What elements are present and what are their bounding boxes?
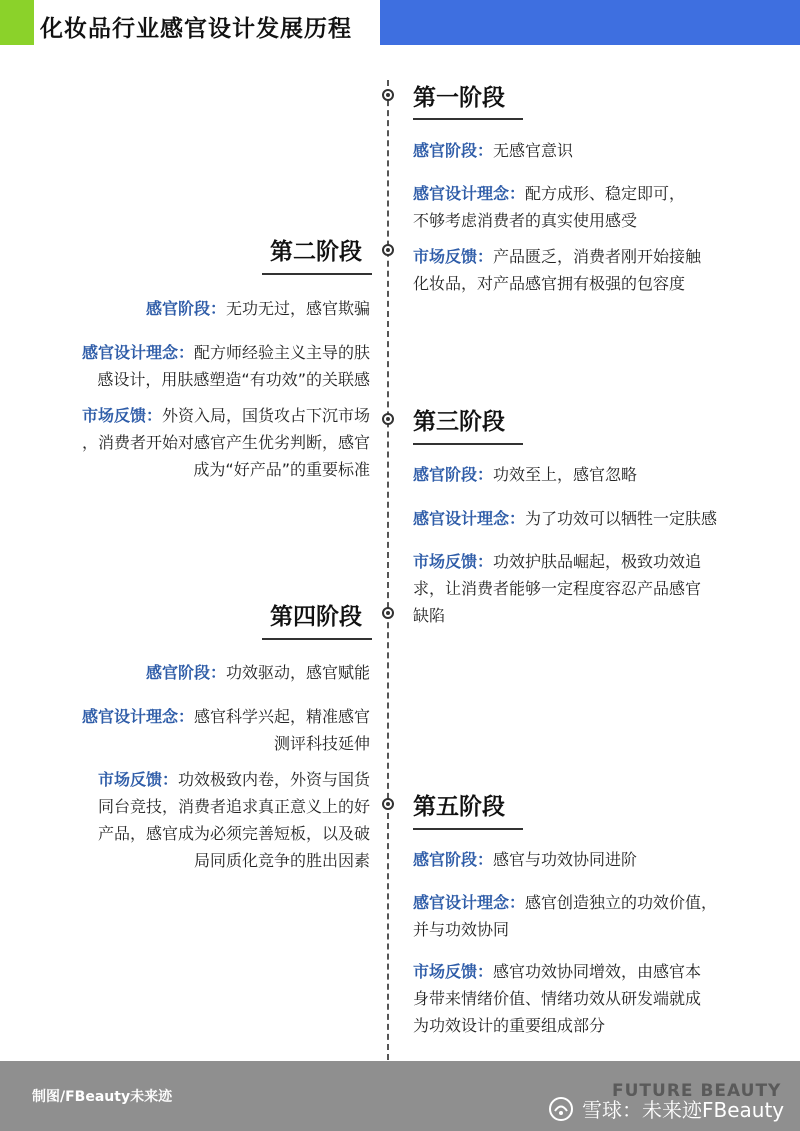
page-title: 化妆品行业感官设计发展历程 xyxy=(40,16,352,42)
timeline-line xyxy=(387,80,389,1060)
stage-1-sensory-stage: 感官阶段：无感官意识 xyxy=(413,141,574,160)
stage-1-underline xyxy=(413,118,523,120)
stage-1-design-concept: 感官设计理念：配方成形、稳定即可， 不够考虑消费者的真实使用感受 xyxy=(413,184,686,230)
stage-2-design-concept: 感官设计理念：配方师经验主义主导的肤 感设计，用肤感塑造“有功效”的关联感 xyxy=(81,343,370,389)
timeline-node-3 xyxy=(382,413,394,425)
stage-4-design-concept: 感官设计理念：感官科学兴起，精准感官 测评科技延伸 xyxy=(81,707,370,753)
stage-3-design-concept: 感官设计理念：为了功效可以牺牲一定肤感 xyxy=(413,509,718,528)
footer-credit: 制图/FBeauty未来迹 xyxy=(32,1089,173,1105)
timeline-node-1 xyxy=(382,89,394,101)
header-bar xyxy=(0,0,800,45)
stage-5-underline xyxy=(413,828,523,830)
stage-5-title: 第五阶段 xyxy=(413,793,505,820)
stage-2-title: 第二阶段 xyxy=(270,238,362,265)
snowball-logo-icon xyxy=(548,1096,574,1122)
stage-5-design-concept: 感官设计理念：感官创造独立的功效价值， 并与功效协同 xyxy=(413,893,718,939)
header-accent-green xyxy=(0,0,34,45)
stage-3-title: 第三阶段 xyxy=(413,408,505,435)
stage-3-underline xyxy=(413,443,523,445)
footer-bar xyxy=(0,1061,800,1131)
stage-5-sensory-stage: 感官阶段：感官与功效协同进阶 xyxy=(413,850,638,869)
stage-2-sensory-stage: 感官阶段：无功无过，感官欺骗 xyxy=(145,299,370,318)
watermark xyxy=(548,1094,784,1123)
stage-4-underline xyxy=(262,638,372,640)
stage-3-market-feedback: 市场反馈：功效护肤品崛起，极致功效追 求，让消费者能够一定程度容忍产品感官 缺陷 xyxy=(413,552,702,625)
watermark-text: 雪球：未来迹FBeauty xyxy=(582,1098,785,1122)
footer-brand: FUTURE BEAUTY xyxy=(612,1081,782,1101)
timeline-node-2 xyxy=(382,244,394,256)
stage-5-market-feedback: 市场反馈：感官功效协同增效，由感官本 身带来情绪价值、情绪功效从研发端就成 为功效设计的重要组成部分 xyxy=(413,962,702,1035)
stage-2-market-feedback: 市场反馈：外资入局，国货攻占下沉市场 ，消费者开始对感官产生优劣判断，感官 成为“好产品”的重要标准 xyxy=(81,406,370,479)
stage-4-title: 第四阶段 xyxy=(270,603,362,630)
header-accent-blue xyxy=(380,0,800,45)
timeline-node-5 xyxy=(382,798,394,810)
stage-4-sensory-stage: 感官阶段：功效驱动，感官赋能 xyxy=(145,663,370,682)
stage-4-market-feedback: 市场反馈：功效极致内卷，外资与国货 同台竞技，消费者追求真正意义上的好 产品，感官成为必须完善短板，以及破 局同质化竞争的胜出因素 xyxy=(97,770,370,870)
timeline-node-4 xyxy=(382,607,394,619)
stage-1-title: 第一阶段 xyxy=(413,84,505,111)
stage-2-underline xyxy=(262,273,372,275)
stage-3-sensory-stage: 感官阶段：功效至上，感官忽略 xyxy=(413,465,638,484)
stage-1-market-feedback: 市场反馈：产品匮乏，消费者刚开始接触 化妆品，对产品感官拥有极强的包容度 xyxy=(413,247,702,293)
